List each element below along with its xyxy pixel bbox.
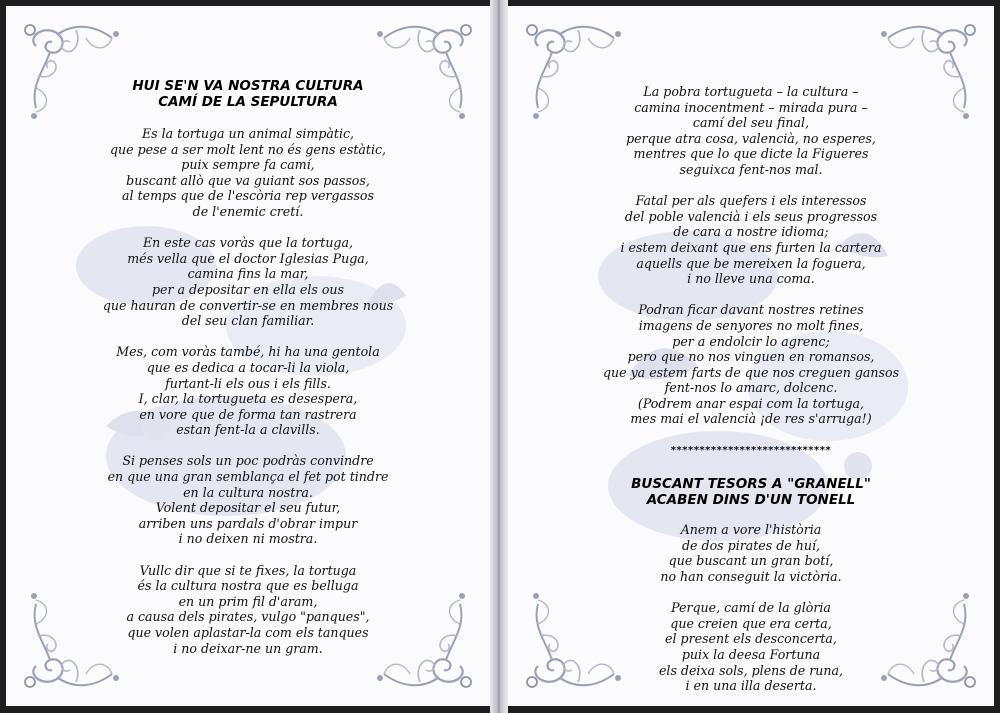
verse-line: seguixca fent-nos mal. <box>679 161 823 177</box>
verse-line: En este cas voràs que la tortuga, <box>142 235 354 251</box>
verse-line: camí del seu final, <box>692 115 810 131</box>
left-poem <box>6 78 490 672</box>
title-line: HUI SE'N VA NOSTRA CULTURA <box>132 78 364 94</box>
verse-line: Volent depositar el seu futur, <box>155 500 341 516</box>
stanza <box>508 600 994 694</box>
verse-line: buscant allò que va guiant sos passos, <box>126 172 370 188</box>
verse-line: que buscant un gran botí, <box>668 553 834 569</box>
title-line: CAMÍ DE LA SEPULTURA <box>158 94 338 110</box>
stanza <box>508 522 994 584</box>
verse-line: en que una gran semblança el fet pot tindre <box>107 469 389 485</box>
left-page <box>6 6 490 706</box>
verse-line: de dos pirates de huí, <box>682 537 820 553</box>
verse-line: en la cultura nostra. <box>183 484 313 500</box>
verse-line: en un prim fil d'aram, <box>178 593 318 609</box>
verse-line: el present els desconcerta, <box>665 631 837 647</box>
title-line: ACABEN DINS D'UN TONELL <box>646 492 856 509</box>
verse-line: els deixa sols, plens de runa, <box>658 662 844 678</box>
verse-line: (Podrem anar espai com la tortuga, <box>637 395 865 411</box>
verse-line: de l'enemic cretí. <box>192 203 304 219</box>
stanza <box>508 84 994 178</box>
right-poems <box>508 84 994 706</box>
verse-line: que pese a ser molt lent no és gens estàtic, <box>109 141 387 157</box>
verse-line: a causa dels pirates, vulgo "panques", <box>126 609 370 625</box>
stanza <box>508 302 994 427</box>
stanza <box>6 563 490 657</box>
verse-line: del poble valencià i els seus progressos <box>624 208 878 224</box>
verse-line: fent-nos lo amarc, dolcenc. <box>664 380 838 396</box>
verse-line: i no deixar-ne un gram. <box>173 640 323 656</box>
verse-line: per a endolcir lo agrenc; <box>672 333 830 349</box>
verse-line: furtant-li els ous i els fills. <box>165 375 331 391</box>
verse-line: imagens de senyores no molt fines, <box>638 317 864 333</box>
verse-line: La pobra tortugueta – la cultura – <box>643 84 859 99</box>
verse-line: al temps que de l'escòria rep vergassos <box>122 188 374 204</box>
verse-line: Vullc dir que si te fixes, la tortuga <box>139 562 357 578</box>
book-gutter <box>490 0 508 713</box>
verse-line: Podran ficar davant nostres retines <box>638 302 864 318</box>
verse-line: i no lleve una coma. <box>687 271 815 287</box>
verse-line: Perque, camí de la glòria <box>671 600 831 616</box>
verse-line: mentres que lo que dicte la Figueres <box>633 146 869 162</box>
stanza <box>6 126 490 220</box>
verse-line: del seu clan familiar. <box>181 313 315 329</box>
verse-line: aquells que be mereixen la foguera, <box>636 255 866 271</box>
right-page <box>508 6 994 706</box>
verse-line: camina fins la mar, <box>187 266 309 282</box>
verse-line: que ya estem farts de que nos creguen gansos <box>602 364 900 380</box>
verse-line: i no deixen ni mostra. <box>178 531 318 547</box>
verse-line: i estem deixant que ens furten la cartera <box>620 239 882 255</box>
verse-line: puix sempre fa camí, <box>181 157 315 173</box>
stanza <box>6 453 490 547</box>
stanza <box>6 235 490 329</box>
verse-line: per a depositar en ella els ous <box>152 281 344 297</box>
verse-line: en vore que de forma tan rastrera <box>139 406 357 422</box>
verse-line: de cara a nostre idioma; <box>673 224 829 240</box>
verse-line: és la cultura nostra que es belluga <box>137 578 359 594</box>
stanza <box>508 193 994 287</box>
verse-line: pero que no nos vinguen en romansos, <box>627 349 875 365</box>
verse-line: Fatal per als quefers i els interessos <box>635 193 867 209</box>
verse-line: estan fent-la a clavills. <box>176 422 320 438</box>
verse-line: que hauran de convertir-se en membres nous <box>102 297 394 313</box>
verse-line: puix la deesa Fortuna <box>681 647 821 662</box>
verse-line: que es dedica a tocar-li la viola, <box>146 359 350 375</box>
verse-line: mes mai el valencià ¡de res s'arruga!) <box>630 411 872 427</box>
verse-line: arriben uns pardals d'obrar impur <box>138 515 358 531</box>
verse-line: perque atra cosa, valencià, no esperes, <box>626 130 876 146</box>
verse-line: més vella que el doctor Iglesias Puga, <box>127 250 369 266</box>
verse-line: Es la tortuga un animal simpàtic, <box>141 126 355 141</box>
stanza <box>6 344 490 438</box>
title-line: BUSCANT TESORS A "GRANELL" <box>631 476 871 493</box>
verse-line: Mes, com voràs també, hi ha una gentola <box>116 344 380 360</box>
verse-line: camina inocentment – mirada pura – <box>634 99 868 115</box>
verse-line: i en una illa deserta. <box>685 678 817 694</box>
verse-line: que volen aplastar-la com els tanques <box>127 625 369 640</box>
verse-line: I, clar, la tortugueta es desespera, <box>138 391 358 407</box>
poem-title <box>6 78 490 110</box>
verse-line: Anem a vore l'història <box>680 522 822 538</box>
verse-line: Si penses sols un poc podràs convindre <box>122 453 374 469</box>
verse-line: que creien que era certa, <box>670 615 832 631</box>
verse-line: no han conseguit la victòria. <box>660 569 842 585</box>
poem-title <box>508 476 994 508</box>
separator: **************************** <box>670 444 832 456</box>
